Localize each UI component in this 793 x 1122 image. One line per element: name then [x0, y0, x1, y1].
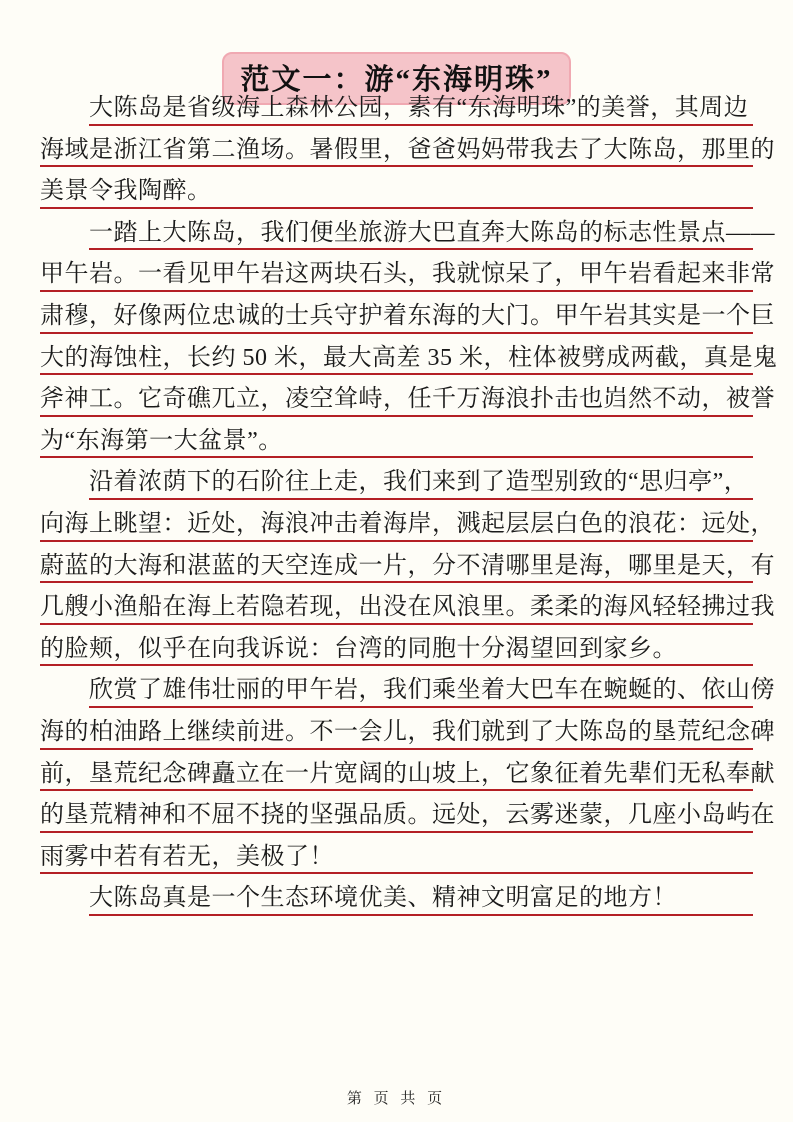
text-line: 斧神工。它奇礁兀立，凌空耸峙，任千万海浪扑击也岿然不动，被誉: [40, 375, 753, 417]
text-line: 的脸颊，似乎在向我诉说：台湾的同胞十分渴望回到家乡。: [40, 625, 753, 667]
page-footer: 第 页 共 页: [346, 1091, 447, 1107]
text-line: 雨雾中若有若无，美极了！: [40, 833, 753, 875]
text-line: 几艘小渔船在海上若隐若现，出没在风浪里。柔柔的海风轻轻拂过我: [40, 583, 753, 625]
text-line: 欣赏了雄伟壮丽的甲午岩，我们乘坐着大巴车在蜿蜒的、依山傍: [40, 666, 753, 708]
text-line: 一踏上大陈岛，我们便坐旅游大巴直奔大陈岛的标志性景点——: [40, 209, 753, 251]
essay-title: 范文一：游“东海明珠”: [222, 52, 570, 105]
essay-body: [40, 84, 778, 916]
text-line: 肃穆，好像两位忠诚的士兵守护着东海的大门。甲午岩其实是一个巨: [40, 292, 753, 334]
text-line: 海的柏油路上继续前进。不一会儿，我们就到了大陈岛的垦荒纪念碑: [40, 708, 753, 750]
text-line: 为“东海第一大盆景”。: [40, 417, 753, 459]
text-line: 大陈岛是省级海上森林公园，素有“东海明珠”的美誉，其周边: [40, 84, 753, 126]
text-line: 前，垦荒纪念碑矗立在一片宽阔的山坡上，它象征着先辈们无私奉献: [40, 750, 753, 792]
text-line: 蔚蓝的大海和湛蓝的天空连成一片，分不清哪里是海，哪里是天，有: [40, 542, 753, 584]
text-line: 美景令我陶醉。: [40, 167, 753, 209]
text-line: 向海上眺望：近处，海浪冲击着海岸，溅起层层白色的浪花：远处，: [40, 500, 753, 542]
text-line: 的垦荒精神和不屈不挠的坚强品质。远处，云雾迷蒙，几座小岛屿在: [40, 791, 753, 833]
text-line: 大陈岛真是一个生态环境优美、精神文明富足的地方！: [40, 874, 753, 916]
text-line: 海域是浙江省第二渔场。暑假里，爸爸妈妈带我去了大陈岛，那里的: [40, 126, 753, 168]
text-line: 大的海蚀柱，长约 50 米，最大高差 35 米，柱体被劈成两截，真是鬼: [40, 334, 753, 376]
text-line: 沿着浓荫下的石阶往上走，我们来到了造型别致的“思归亭”，: [40, 458, 753, 500]
text-line: 甲午岩。一看见甲午岩这两块石头，我就惊呆了，甲午岩看起来非常: [40, 250, 753, 292]
